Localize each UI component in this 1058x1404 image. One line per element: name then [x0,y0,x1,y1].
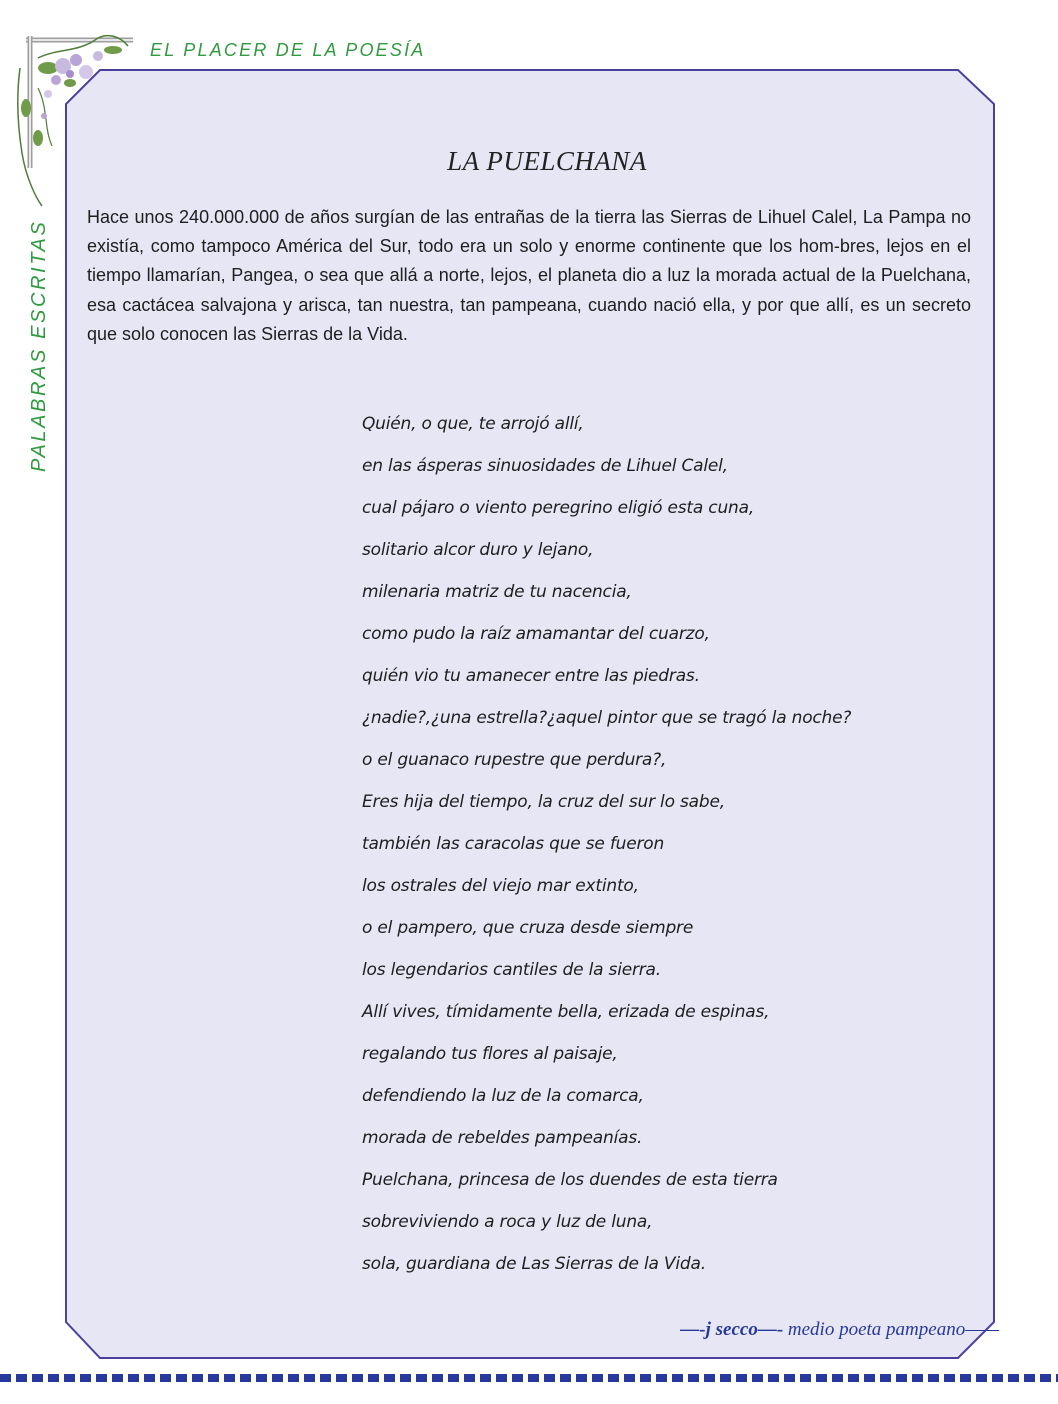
poem-verse-line: o el guanaco rupestre que perdura?, [362,750,667,770]
poem-verse-line: como pudo la raíz amamantar del cuarzo, [362,624,710,644]
poem-verse-line: sobreviviendo a roca y luz de luna, [362,1212,653,1232]
poem-verse-line: milenaria matriz de tu nacencia, [362,582,632,602]
poem-verse-line: Eres hija del tiempo, la cruz del sur lo sabe, [362,792,725,812]
poem-content [87,70,999,1360]
section-header-title: EL PLACER DE LA POESÍA [150,40,426,60]
poem-verse-line: quién vio tu amanecer entre las piedras. [362,666,700,686]
poem-verse-line: regalando tus flores al paisaje, [362,1044,618,1064]
poem-verse-line: o el pampero, que cruza desde siempre [362,918,694,938]
poem-verse-line: Allí vives, tímidamente bella, erizada de espinas, [362,1002,770,1022]
poem-verse-line: en las ásperas sinuosidades de Lihuel Calel, [362,456,728,476]
poem-verse-line: también las caracolas que se fueron [362,834,665,854]
poem-intro-paragraph: Hace unos 240.000.000 de años surgían de las entrañas de la tierra las Sierras de Lihuel Calel, La Pampa no existía, como tampoco América del Sur, todo era un solo y enorme continente que los hom-bres, lejos en el tiempo llamarían, Pangea, o sea que allá a norte, lejos, el planeta dio a luz la morada actual de la Puelchana, esa cactácea salvajona y arisca, tan nuestra, tan pampeana, cuando nació ella, y por que allí, es un secreto que solo conocen las Sierras de la Vida. [87,207,971,344]
poem-verse-line: sola, guardiana de Las Sierras de la Vida. [362,1254,706,1274]
signature-note: medio poeta pampeano—— [783,1319,999,1340]
poem-verse-line: Puelchana, princesa de los duendes de esta tierra [362,1170,778,1190]
signature-author: —-j secco—- [680,1319,784,1340]
poem-verse-line: cual pájaro o viento peregrino eligió esta cuna, [362,498,755,518]
side-vertical-title: PALABRAS ESCRITAS [28,219,50,472]
poem-verse-line: defendiendo la luz de la comarca, [362,1086,644,1106]
poem-verse-line: solitario alcor duro y lejano, [362,540,594,560]
poem-verse-line: Quién, o que, te arrojó allí, [362,414,584,434]
poem-title: LA PUELCHANA [447,146,647,176]
poem-verses [362,403,851,1285]
poem-verse-line: los ostrales del viejo mar extinto, [362,876,639,896]
poem-verse-line: ¿nadie?,¿una estrella?¿aquel pintor que se tragó la noche? [362,708,852,728]
poem-verse-line: los legendarios cantiles de la sierra. [362,960,661,980]
footer-dashed-rule [0,1374,1058,1382]
poem-verse-line: morada de rebeldes pampeanías. [362,1128,643,1148]
poem-signature [680,1319,999,1341]
